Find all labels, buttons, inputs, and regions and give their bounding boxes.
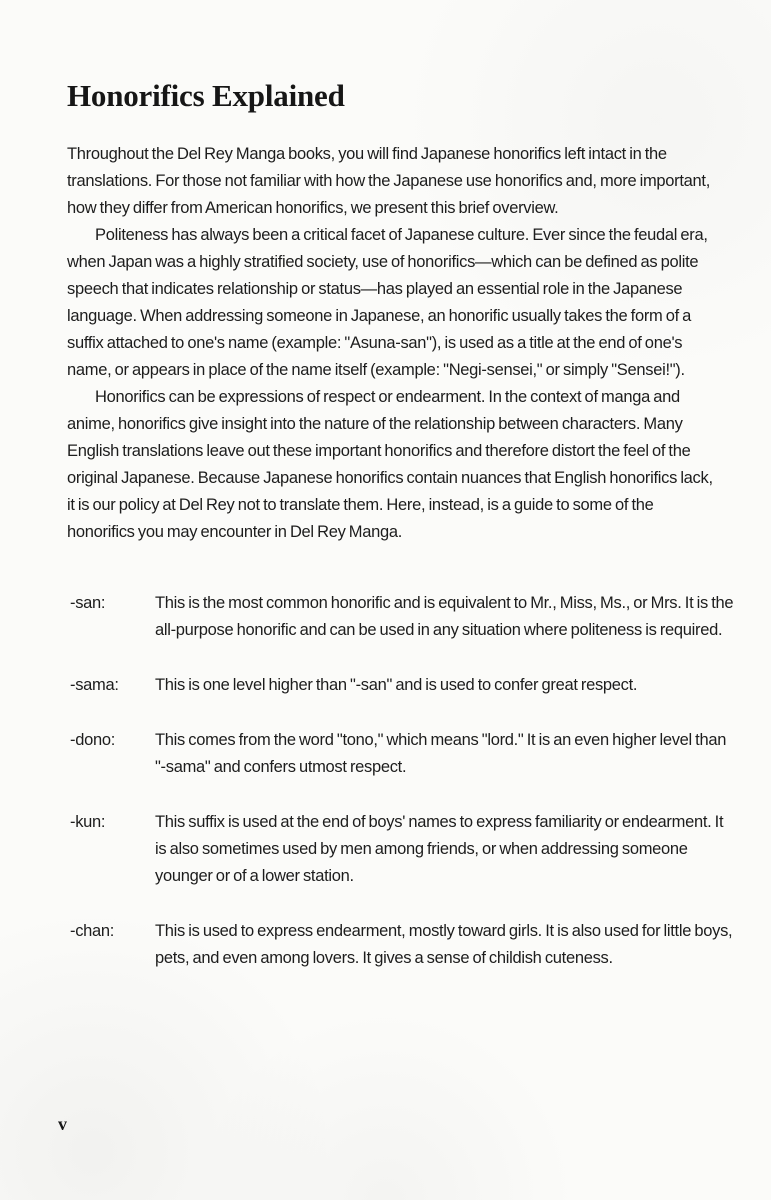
intro-section <box>67 141 722 546</box>
intro-paragraph-2: Politeness has always been a critical facet of Japanese culture. Ever since the feudal era, when Japan was a highly stratified society, use of honorifics—which can be defined as polite speech that indicates relationship or status—has played an essential role in the Japanese language. When addressing someone in Japanese, an honorific usually takes the form of a suffix attached to one's name (example: "Asuna-san"), is used as a title at the end of one's name, or appears in place of the name itself (example: "Negi-sensei," or simply "Sensei!"). <box>67 226 708 379</box>
honorific-entry-sama <box>67 672 715 699</box>
page-title: Honorifics Explained <box>67 78 345 113</box>
honorific-entry-dono <box>67 727 727 781</box>
honorific-term: -kun: <box>70 813 106 831</box>
honorific-definition: This is used to express endearment, mostly toward girls. It is also used for little boys, pets, and even among lovers. It gives a sense of childish cuteness. <box>155 922 733 967</box>
page-number: v <box>58 1114 67 1134</box>
honorific-term: -san: <box>70 594 106 612</box>
honorific-entry-san <box>67 590 734 644</box>
honorific-term: -chan: <box>70 922 115 940</box>
honorific-term: -dono: <box>70 731 115 749</box>
intro-paragraph-1: Throughout the Del Rey Manga books, you will find Japanese honorifics left intact in the translations. For those not familiar with how the Japanese use honorifics and, more important, how they differ from American honorifics, we present this brief overview. <box>67 145 710 217</box>
honorific-entry-chan <box>67 918 733 972</box>
honorific-term: -sama: <box>70 676 119 694</box>
intro-paragraph-3: Honorifics can be expressions of respect or endearment. In the context of manga and anime, honorifics give insight into the nature of the relationship between characters. Many English translations leave out these important honorifics and therefore distort the feel of the original Japanese. Because Japanese honorifics contain nuances that English honorifics lack, it is our policy at Del Rey not to translate them. Here, instead, is a guide to some of the honorifics you may encounter in Del Rey Manga. <box>67 388 713 541</box>
honorific-entry-kun <box>67 809 724 890</box>
honorifics-list <box>67 590 734 972</box>
honorific-definition: This suffix is used at the end of boys' names to express familiarity or endearment. It is also sometimes used by men among friends, or when addressing someone younger or of a lower station. <box>155 813 724 885</box>
honorific-definition: This comes from the word "tono," which means "lord." It is an even higher level than "-sama" and confers utmost respect. <box>155 731 727 776</box>
honorific-definition: This is one level higher than "-san" and is used to confer great respect. <box>155 676 638 694</box>
honorific-definition: This is the most common honorific and is equivalent to Mr., Miss, Ms., or Mrs. It is the all-purpose honorific and can be used in any situation where politeness is required. <box>155 594 734 639</box>
